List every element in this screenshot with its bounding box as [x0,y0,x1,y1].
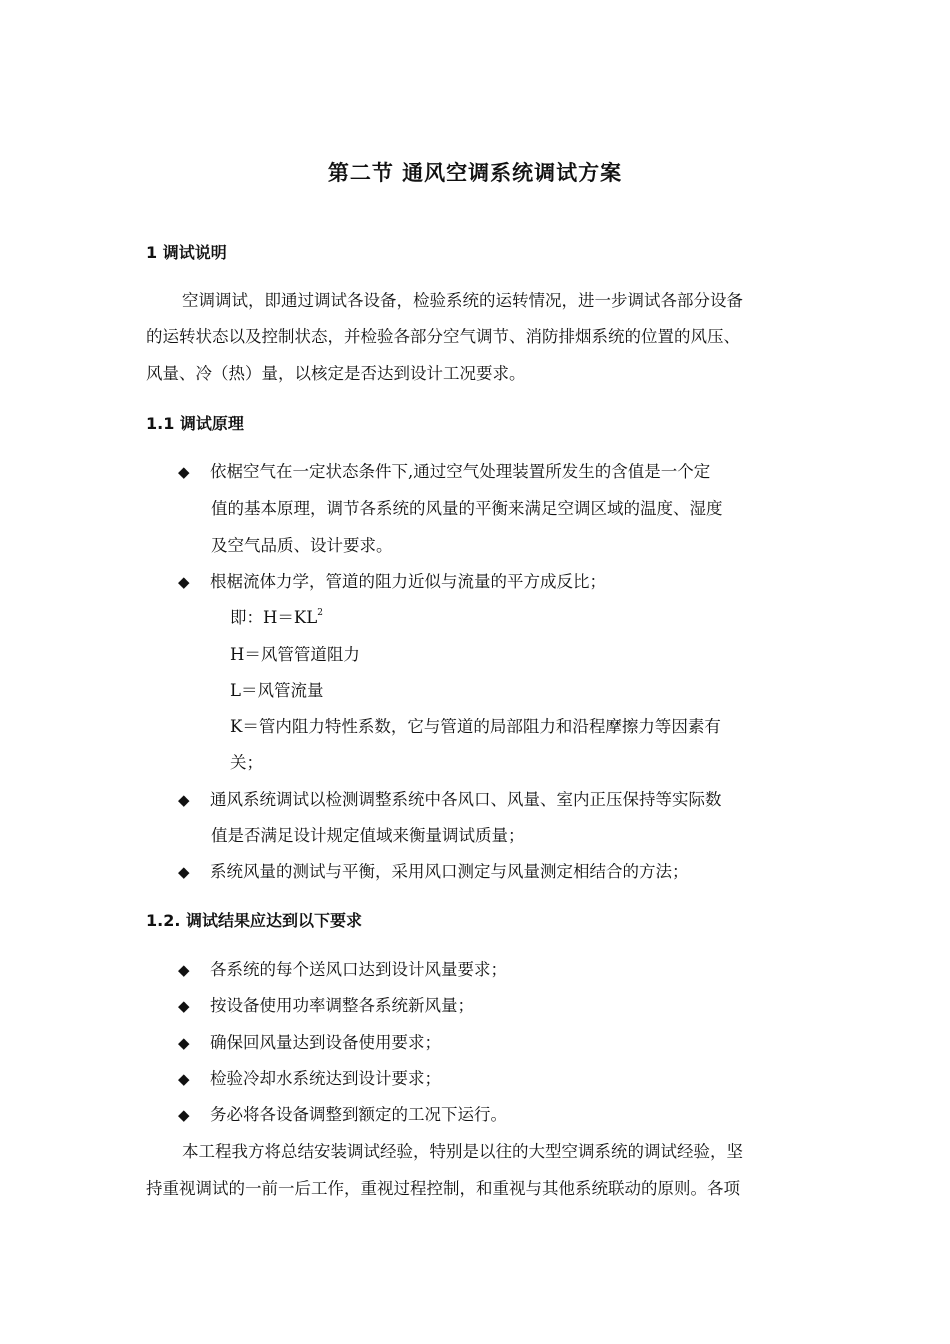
bullet-text: 务必将各设备调整到额定的工况下运行。 [210,1105,507,1124]
bullet-item [178,568,606,592]
bullet-text: 系统风量的测试与平衡，采用风口测定与风量测定相结合的方法； [210,862,689,881]
definition-k-cont: 关； [230,753,263,772]
diamond-bullet-icon: ◆ [178,463,190,481]
bullet-continuation: 及空气品质、设计要求。 [211,536,393,555]
bullet-text: 各系统的每个送风口达到设计风量要求； [210,960,507,979]
bullet-text: 按设备使用功率调整各系统新风量； [210,996,474,1015]
bullet-text: 根椐流体力学，管道的阻力近似与流量的平方成反比； [210,572,606,591]
paragraph-line: 的运转状态以及控制状态，并检验各部分空气调节、消防排烟系统的位置的风压、 [146,327,740,346]
formula [230,604,323,628]
section-heading-1-2: 1.2. 调试结果应达到以下要求 [146,911,362,930]
diamond-bullet-icon: ◆ [178,863,190,881]
formula-text: 即：H＝KL [230,608,318,627]
bullet-item [178,458,710,482]
paragraph-line: 风量、冷（热）量，以核定是否达到设计工况要求。 [146,364,526,383]
bullet-text: 检验冷却水系统达到设计要求； [210,1069,441,1088]
bullet-item [178,1029,441,1053]
bullet-item [178,992,474,1016]
formula-exponent: 2 [317,608,323,618]
page-title: 第二节 通风空调系统调试方案 [327,161,623,185]
bullet-item [178,1065,441,1089]
bullet-item [178,1101,507,1125]
diamond-bullet-icon: ◆ [178,961,190,979]
definition-k: K＝管内阻力特性系数，它与管道的局部阻力和沿程摩擦力等因素有 [230,717,721,736]
bullet-continuation: 值是否满足设计规定值域来衡量调试质量； [211,826,525,845]
diamond-bullet-icon: ◆ [178,1106,190,1124]
diamond-bullet-icon: ◆ [178,573,190,591]
paragraph-line: 本工程我方将总结安装调试经验，特别是以往的大型空调系统的调试经验，坚 [182,1142,743,1161]
diamond-bullet-icon: ◆ [178,997,190,1015]
definition-h: H＝风管管道阻力 [230,645,360,664]
bullet-item [178,956,507,980]
paragraph-line: 持重视调试的一前一后工作，重视过程控制，和重视与其他系统联动的原则。各项 [146,1179,740,1198]
paragraph-line: 空调调试，即通过调试各设备，检验系统的运转情况，进一步调试各部分设备 [182,291,743,310]
diamond-bullet-icon: ◆ [178,1034,190,1052]
bullet-item [178,786,722,810]
bullet-text: 通风系统调试以检测调整系统中各风口、风量、室内正压保持等实际数 [210,790,722,809]
diamond-bullet-icon: ◆ [178,1070,190,1088]
bullet-continuation: 值的基本原理，调节各系统的风量的平衡来满足空调区域的温度、湿度 [211,499,723,518]
bullet-item [178,858,689,882]
diamond-bullet-icon: ◆ [178,791,190,809]
bullet-text: 确保回风量达到设备使用要求； [210,1033,441,1052]
bullet-text: 依椐空气在一定状态条件下,通过空气处理装置所发生的含值是一个定 [210,462,711,481]
section-heading-1-1: 1.1 调试原理 [146,414,244,433]
section-heading-1: 1 调试说明 [146,243,227,262]
definition-l: L＝风管流量 [230,681,324,700]
